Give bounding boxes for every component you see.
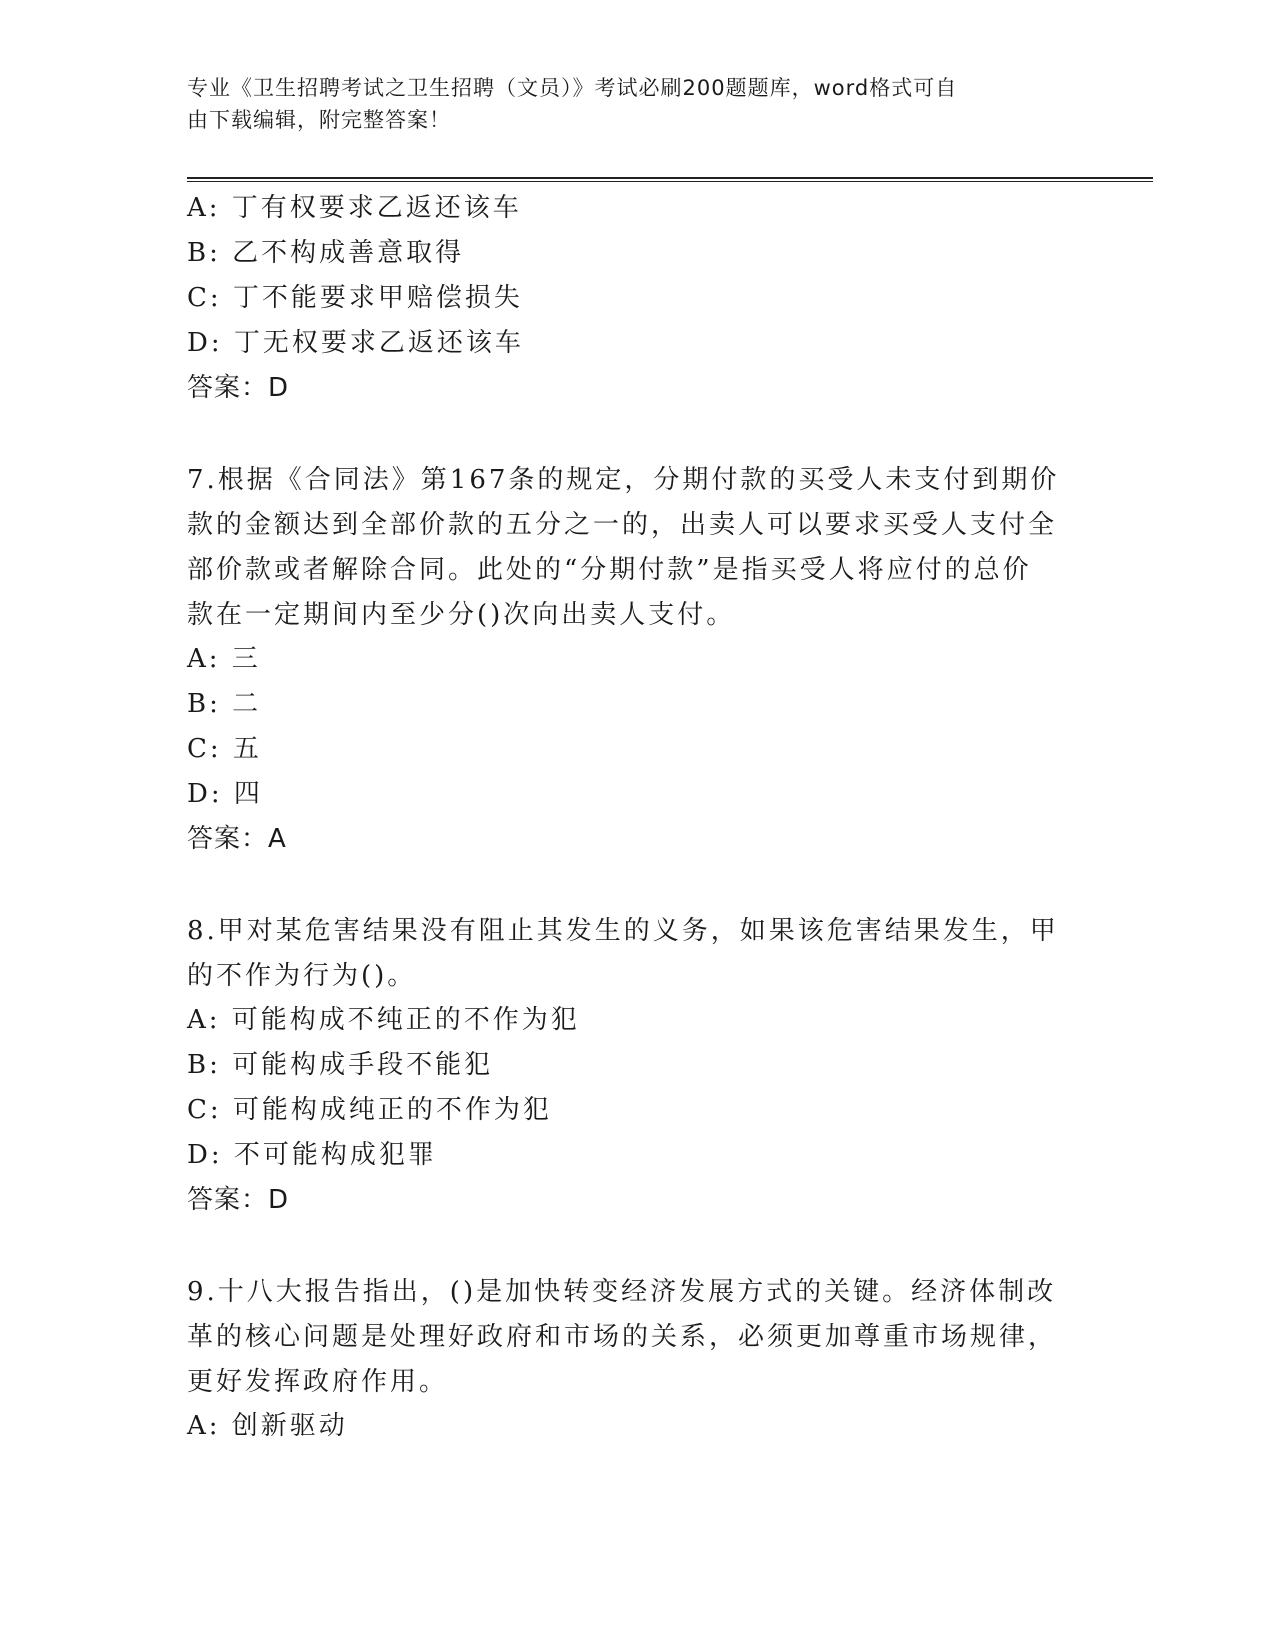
option-a: A: 三 [187, 644, 261, 674]
header-line-1: 专业《卫生招聘考试之卫生招聘（文员）》考试必刷200题题库，word格式可自 [187, 76, 958, 100]
question-8 [187, 908, 1067, 1223]
question-text-line: 款的金额达到全部价款的五分之一的，出卖人可以要求买受人支付全 [187, 510, 1058, 540]
option-b: B: 二 [187, 689, 262, 719]
option-d: D: 四 [187, 779, 263, 809]
question-7 [187, 457, 1067, 862]
header-divider [187, 177, 1153, 182]
question-9 [187, 1269, 1067, 1449]
question-list [187, 186, 1067, 1449]
question-text-line: 款在一定期间内至少分()次向出卖人支付。 [187, 600, 736, 630]
question-text-line: 8.甲对某危害结果没有阻止其发生的义务，如果该危害结果发生，甲 [187, 916, 1059, 946]
question-6 [187, 186, 1067, 411]
spacer [187, 862, 1067, 908]
option-c: C: 可能构成纯正的不作为犯 [187, 1095, 552, 1125]
option-a: A: 创新驱动 [187, 1411, 348, 1441]
option-d: D: 丁无权要求乙返还该车 [187, 328, 524, 358]
answer: 答案：D [187, 1185, 290, 1215]
document-header [187, 72, 1067, 136]
question-text-line: 7.根据《合同法》第167条的规定，分期付款的买受人未支付到期价 [187, 465, 1060, 495]
spacer [187, 1223, 1067, 1269]
answer: 答案：A [187, 824, 287, 854]
spacer [187, 411, 1067, 457]
question-text-line: 更好发挥政府作用。 [187, 1367, 449, 1397]
question-text-line: 9.十八大报告指出，()是加快转变经济发展方式的关键。经济体制改 [187, 1277, 1057, 1307]
option-b: B: 可能构成手段不能犯 [187, 1050, 494, 1080]
option-a: A: 丁有权要求乙返还该车 [187, 193, 522, 223]
question-text-line: 的不作为行为()。 [187, 961, 417, 991]
answer: 答案：D [187, 373, 290, 403]
option-d: D: 不可能构成犯罪 [187, 1140, 437, 1170]
question-text-line: 革的核心问题是处理好政府和市场的关系，必须更加尊重市场规律， [187, 1322, 1058, 1352]
option-c: C: 五 [187, 734, 262, 764]
option-a: A: 可能构成不纯正的不作为犯 [187, 1005, 580, 1035]
question-text-line: 部价款或者解除合同。此处的“分期付款”是指买受人将应付的总价 [187, 555, 1032, 585]
option-c: C: 丁不能要求甲赔偿损失 [187, 283, 523, 313]
header-line-2: 由下载编辑，附完整答案！ [187, 108, 451, 132]
option-b: B: 乙不构成善意取得 [187, 238, 465, 268]
